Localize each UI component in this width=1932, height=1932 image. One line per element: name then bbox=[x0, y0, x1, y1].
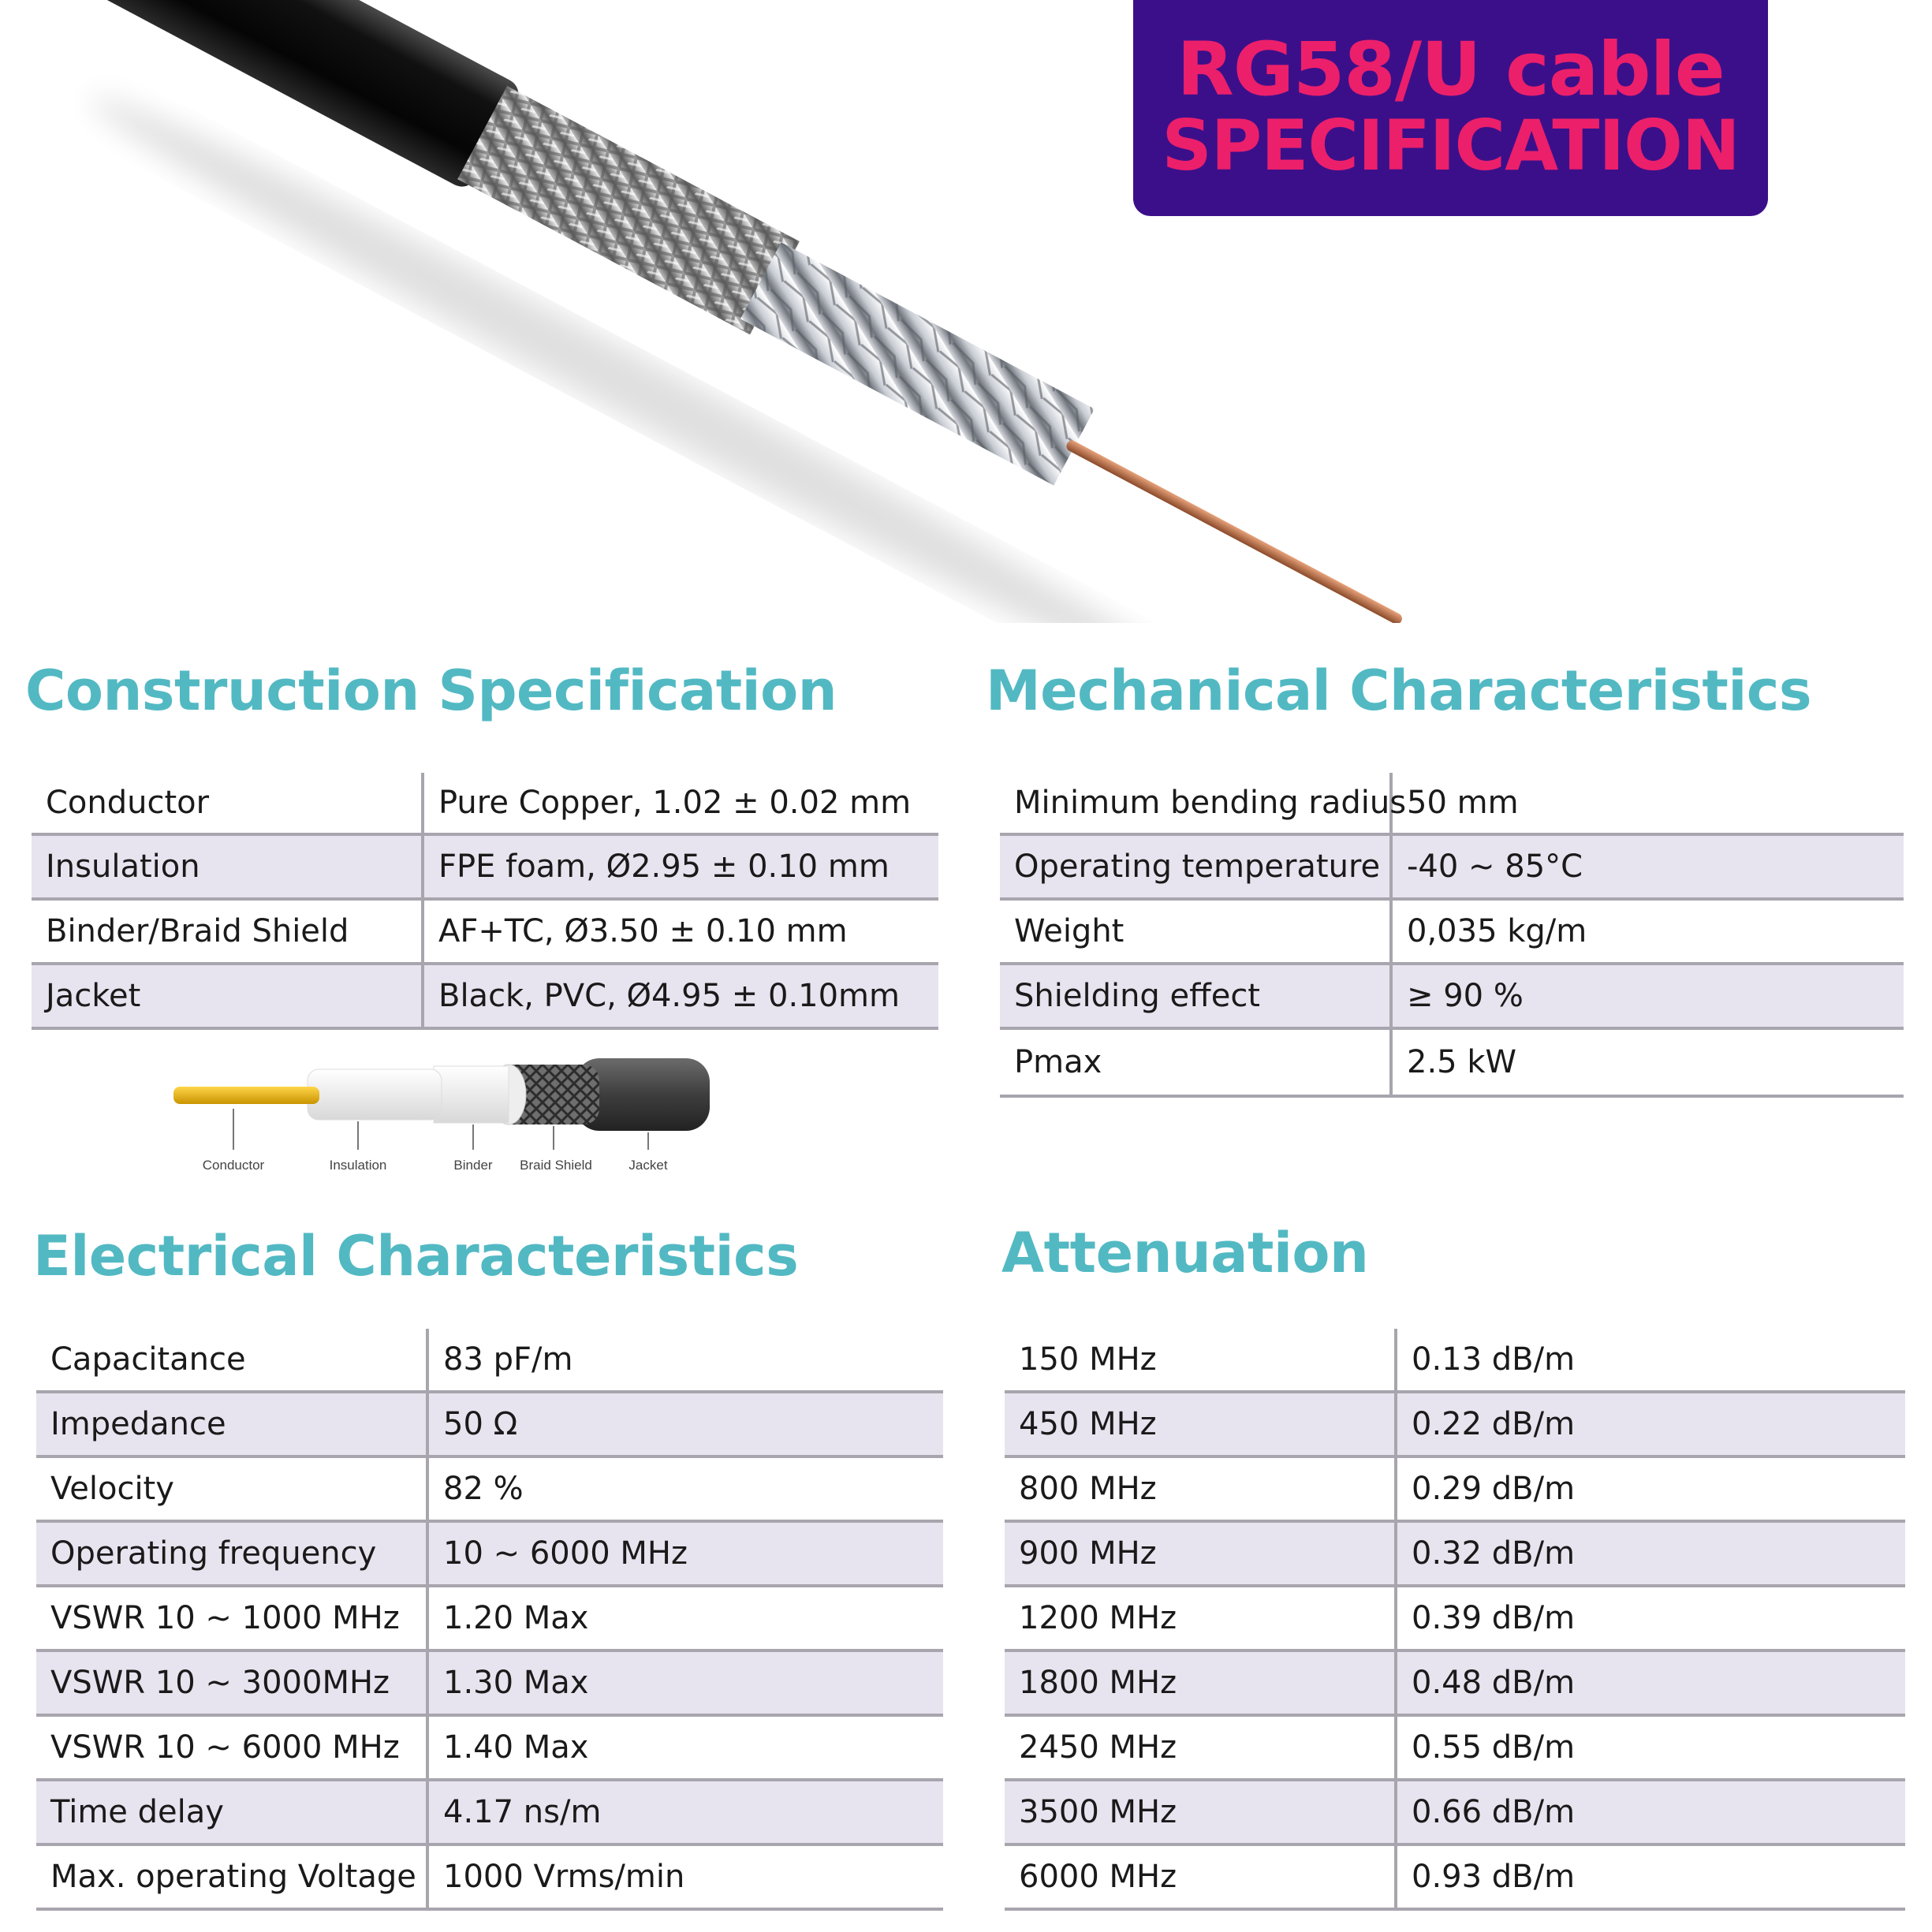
row-label: Capacitance bbox=[36, 1329, 429, 1390]
row-value: 4.17 ns/m bbox=[443, 1794, 602, 1830]
row-value: 1.30 Max bbox=[443, 1665, 589, 1701]
diagram-label-binder: Binder bbox=[453, 1158, 493, 1173]
row-label: 1200 MHz bbox=[1005, 1587, 1397, 1649]
table-row bbox=[1005, 1393, 1905, 1458]
row-label: Max. operating Voltage bbox=[36, 1846, 429, 1908]
row-value: 50 mm bbox=[1407, 785, 1519, 821]
row-value: 10 ~ 6000 MHz bbox=[443, 1535, 688, 1572]
row-label: Insulation bbox=[32, 836, 424, 897]
row-value: 0.13 dB/m bbox=[1412, 1341, 1576, 1378]
table-row bbox=[1000, 836, 1904, 901]
electrical-table bbox=[36, 1329, 943, 1911]
table-row bbox=[1000, 965, 1904, 1030]
table-row bbox=[32, 901, 938, 965]
row-value: 0,035 kg/m bbox=[1407, 913, 1587, 949]
attenuation-table bbox=[1005, 1329, 1905, 1911]
row-label: Velocity bbox=[36, 1458, 429, 1520]
table-row bbox=[36, 1329, 943, 1393]
table-row bbox=[36, 1717, 943, 1781]
row-value: 1.20 Max bbox=[443, 1600, 589, 1636]
attenuation-title: Attenuation bbox=[1001, 1221, 1369, 1285]
table-row bbox=[36, 1393, 943, 1458]
row-label: Weight bbox=[1000, 901, 1393, 962]
row-label: 3500 MHz bbox=[1005, 1781, 1397, 1843]
row-value: Pure Copper, 1.02 ± 0.02 mm bbox=[438, 785, 912, 821]
diagram-label-insulation: Insulation bbox=[329, 1158, 387, 1173]
row-value: 82 % bbox=[443, 1471, 524, 1507]
row-label: Time delay bbox=[36, 1781, 429, 1843]
table-row bbox=[36, 1523, 943, 1587]
row-value: Black, PVC, Ø4.95 ± 0.10mm bbox=[438, 978, 900, 1014]
row-label: 6000 MHz bbox=[1005, 1846, 1397, 1908]
row-label: 800 MHz bbox=[1005, 1458, 1397, 1520]
table-row bbox=[1005, 1587, 1905, 1652]
construction-table bbox=[32, 773, 938, 1030]
row-label: Minimum bending radius bbox=[1000, 773, 1393, 833]
table-row bbox=[36, 1846, 943, 1911]
mechanical-table bbox=[1000, 773, 1904, 1098]
row-value: 1000 Vrms/min bbox=[443, 1859, 685, 1895]
row-label: Shielding effect bbox=[1000, 965, 1393, 1027]
table-row bbox=[36, 1587, 943, 1652]
row-value: 0.66 dB/m bbox=[1412, 1794, 1576, 1830]
row-value: -40 ~ 85°C bbox=[1407, 849, 1583, 885]
row-label: Pmax bbox=[1000, 1030, 1393, 1095]
diagram-label-braid: Braid Shield bbox=[520, 1158, 592, 1173]
row-label: 2450 MHz bbox=[1005, 1717, 1397, 1778]
table-row bbox=[1005, 1846, 1905, 1911]
row-label: Binder/Braid Shield bbox=[32, 901, 424, 962]
table-row bbox=[1000, 773, 1904, 836]
table-row bbox=[1000, 901, 1904, 965]
table-row bbox=[32, 965, 938, 1030]
row-value: 0.93 dB/m bbox=[1412, 1859, 1576, 1895]
row-label: VSWR 10 ~ 1000 MHz bbox=[36, 1587, 429, 1649]
table-row bbox=[36, 1781, 943, 1846]
row-label: 450 MHz bbox=[1005, 1393, 1397, 1455]
row-value: 0.55 dB/m bbox=[1412, 1729, 1576, 1766]
diagram-label-jacket: Jacket bbox=[628, 1158, 668, 1173]
mechanical-title: Mechanical Characteristics bbox=[986, 658, 1812, 723]
row-value: FPE foam, Ø2.95 ± 0.10 mm bbox=[438, 849, 890, 885]
row-label: Jacket bbox=[32, 965, 424, 1027]
title-line-1: RG58/U cable bbox=[1177, 27, 1725, 114]
table-row bbox=[1005, 1329, 1905, 1393]
title-badge bbox=[1133, 0, 1768, 216]
row-label: Operating frequency bbox=[36, 1523, 429, 1584]
row-label: Impedance bbox=[36, 1393, 429, 1455]
row-value: 83 pF/m bbox=[443, 1341, 573, 1378]
row-value: 0.32 dB/m bbox=[1412, 1535, 1576, 1572]
table-row bbox=[32, 773, 938, 836]
table-row bbox=[36, 1458, 943, 1523]
construction-title: Construction Specification bbox=[25, 658, 837, 723]
title-line-2: SPECIFICATION bbox=[1162, 105, 1740, 187]
row-value: 0.48 dB/m bbox=[1412, 1665, 1576, 1701]
row-value: 0.39 dB/m bbox=[1412, 1600, 1576, 1636]
electrical-title: Electrical Characteristics bbox=[33, 1224, 799, 1289]
row-label: 900 MHz bbox=[1005, 1523, 1397, 1584]
table-row bbox=[1005, 1458, 1905, 1523]
row-value: ≥ 90 % bbox=[1407, 978, 1524, 1014]
row-label: VSWR 10 ~ 3000MHz bbox=[36, 1652, 429, 1714]
table-row bbox=[32, 836, 938, 901]
row-value: 0.22 dB/m bbox=[1412, 1406, 1576, 1442]
table-row bbox=[36, 1652, 943, 1717]
table-row bbox=[1005, 1717, 1905, 1781]
diagram-label-conductor: Conductor bbox=[202, 1158, 265, 1173]
table-row bbox=[1005, 1781, 1905, 1846]
table-row bbox=[1005, 1523, 1905, 1587]
row-value: 0.29 dB/m bbox=[1412, 1471, 1576, 1507]
table-row bbox=[1000, 1030, 1904, 1098]
row-value: 1.40 Max bbox=[443, 1729, 589, 1766]
table-row bbox=[1005, 1652, 1905, 1717]
row-value: AF+TC, Ø3.50 ± 0.10 mm bbox=[438, 913, 848, 949]
row-label: Operating temperature bbox=[1000, 836, 1393, 897]
row-label: Conductor bbox=[32, 773, 424, 833]
row-value: 2.5 kW bbox=[1407, 1044, 1517, 1080]
row-label: 150 MHz bbox=[1005, 1329, 1397, 1390]
row-value: 50 Ω bbox=[443, 1406, 518, 1442]
row-label: VSWR 10 ~ 6000 MHz bbox=[36, 1717, 429, 1778]
row-label: 1800 MHz bbox=[1005, 1652, 1397, 1714]
